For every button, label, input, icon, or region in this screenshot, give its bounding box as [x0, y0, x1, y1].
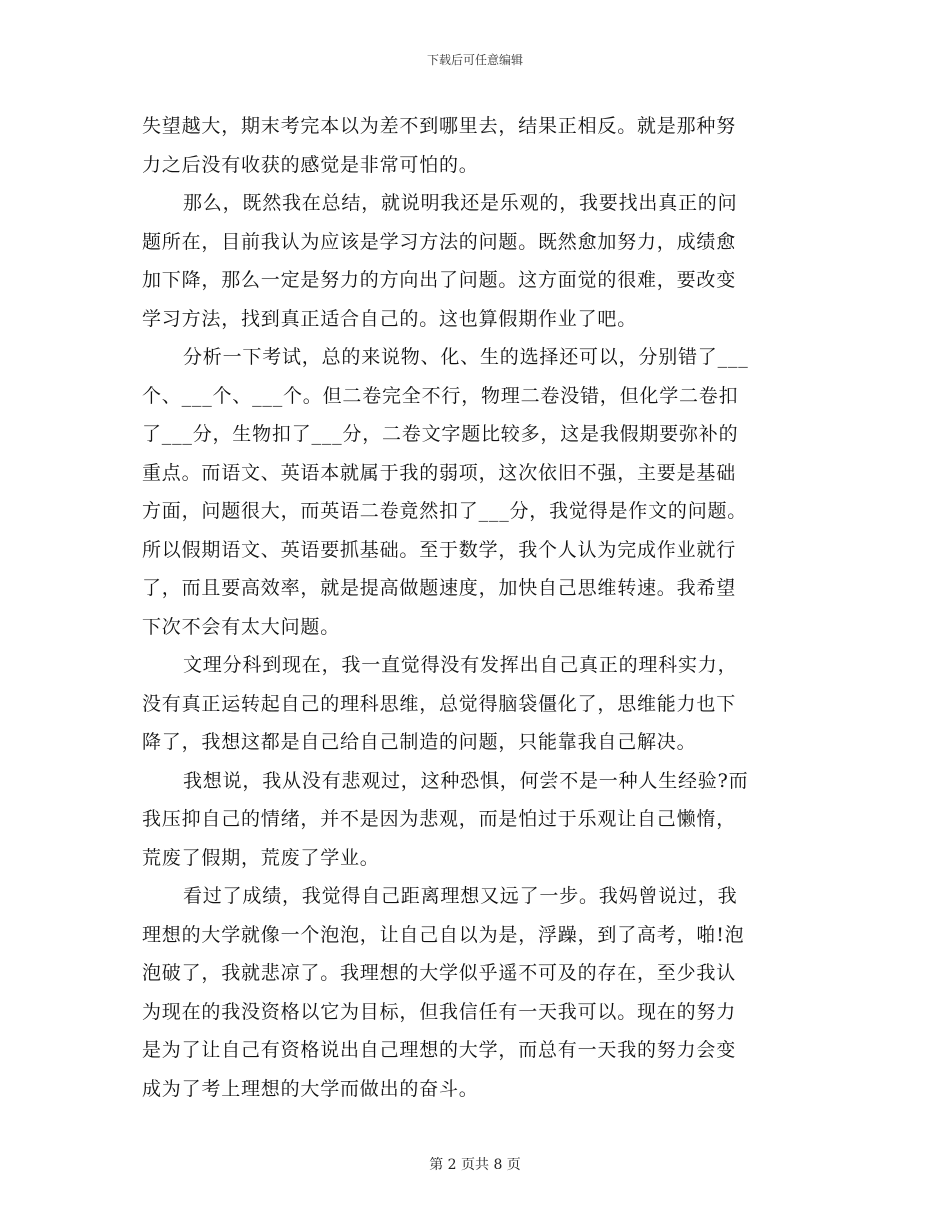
- text-line: 力之后没有收获的感觉是非常可怕的。: [142, 153, 479, 176]
- paragraph-first-line: 分析一下考试，总的来说物、化、生的选择还可以，分别错了___: [183, 346, 749, 368]
- text-line: 理想的大学就像一个泡泡，让自己自以为是，浮躁，到了高考，啪!泡: [142, 923, 745, 946]
- text-line: 成为了考上理想的大学而做出的奋斗。: [142, 1077, 479, 1100]
- text-line: 荒废了假期，荒废了学业。: [142, 846, 380, 869]
- page-header: 下载后可任意编辑: [426, 53, 523, 67]
- text-line: 没有真正运转起自己的理科思维，总觉得脑袋僵化了，思维能力也下: [142, 692, 737, 715]
- paragraph-first-line: 我想说，我从没有悲观过，这种恐惧，何尝不是一种人生经验?而: [183, 769, 749, 792]
- text-line: 所以假期语文、英语要抓基础。至于数学，我个人认为完成作业就行: [142, 538, 737, 561]
- text-line: 学习方法，找到真正适合自己的。这也算假期作业了吧。: [142, 307, 638, 330]
- paragraph-first-line: 文理分科到现在，我一直觉得没有发挥出自己真正的理科实力，: [183, 654, 738, 676]
- text-line: 方面，问题很大，而英语二卷竟然扣了___分，我觉得是作文的问题。: [142, 500, 748, 522]
- text-line: 了___分，生物扣了___分，二卷文字题比较多，这是我假期要弥补的: [142, 423, 739, 445]
- text-line: 个、___个、___个。但二卷完全不行，物理二卷没错，但化学二卷扣: [142, 384, 739, 407]
- text-line: 失望越大，期末考完本以为差不到哪里去，结果正相反。就是那种努: [142, 115, 737, 137]
- text-line: 了，而且要高效率，就是提高做题速度，加快自己思维转速。我希望: [142, 577, 737, 599]
- paragraph-first-line: 那么，既然我在总结，就说明我还是乐观的，我要找出真正的问: [183, 192, 738, 214]
- text-line: 重点。而语文、英语本就属于我的弱项，这次依旧不强，主要是基础: [142, 461, 737, 484]
- text-line: 题所在，目前我认为应该是学习方法的问题。既然愈加努力，成绩愈: [142, 230, 737, 253]
- document-body: [142, 107, 807, 1108]
- text-line: 我压抑自己的情绪，并不是因为悲观，而是怕过于乐观让自己懒惰，: [142, 808, 737, 830]
- text-line: 下次不会有太大问题。: [142, 615, 341, 638]
- text-line: 降了，我想这都是自己给自己制造的问题，只能靠我自己解决。: [142, 731, 697, 753]
- text-line: 为现在的我没资格以它为目标，但我信任有一天我可以。现在的努力: [142, 1000, 737, 1023]
- text-line: 泡破了，我就悲凉了。我理想的大学似乎遥不可及的存在，至少我认: [142, 962, 737, 984]
- text-line: 加下降，那么一定是努力的方向出了问题。这方面觉的很难，要改变: [142, 269, 737, 291]
- page-footer: 第 2 页共 8 页: [429, 1157, 521, 1173]
- text-line: 是为了让自己有资格说出自己理想的大学，而总有一天我的努力会变: [142, 1039, 737, 1061]
- paragraph-first-line: 看过了成绩，我觉得自己距离理想又远了一步。我妈曾说过，我: [183, 885, 738, 907]
